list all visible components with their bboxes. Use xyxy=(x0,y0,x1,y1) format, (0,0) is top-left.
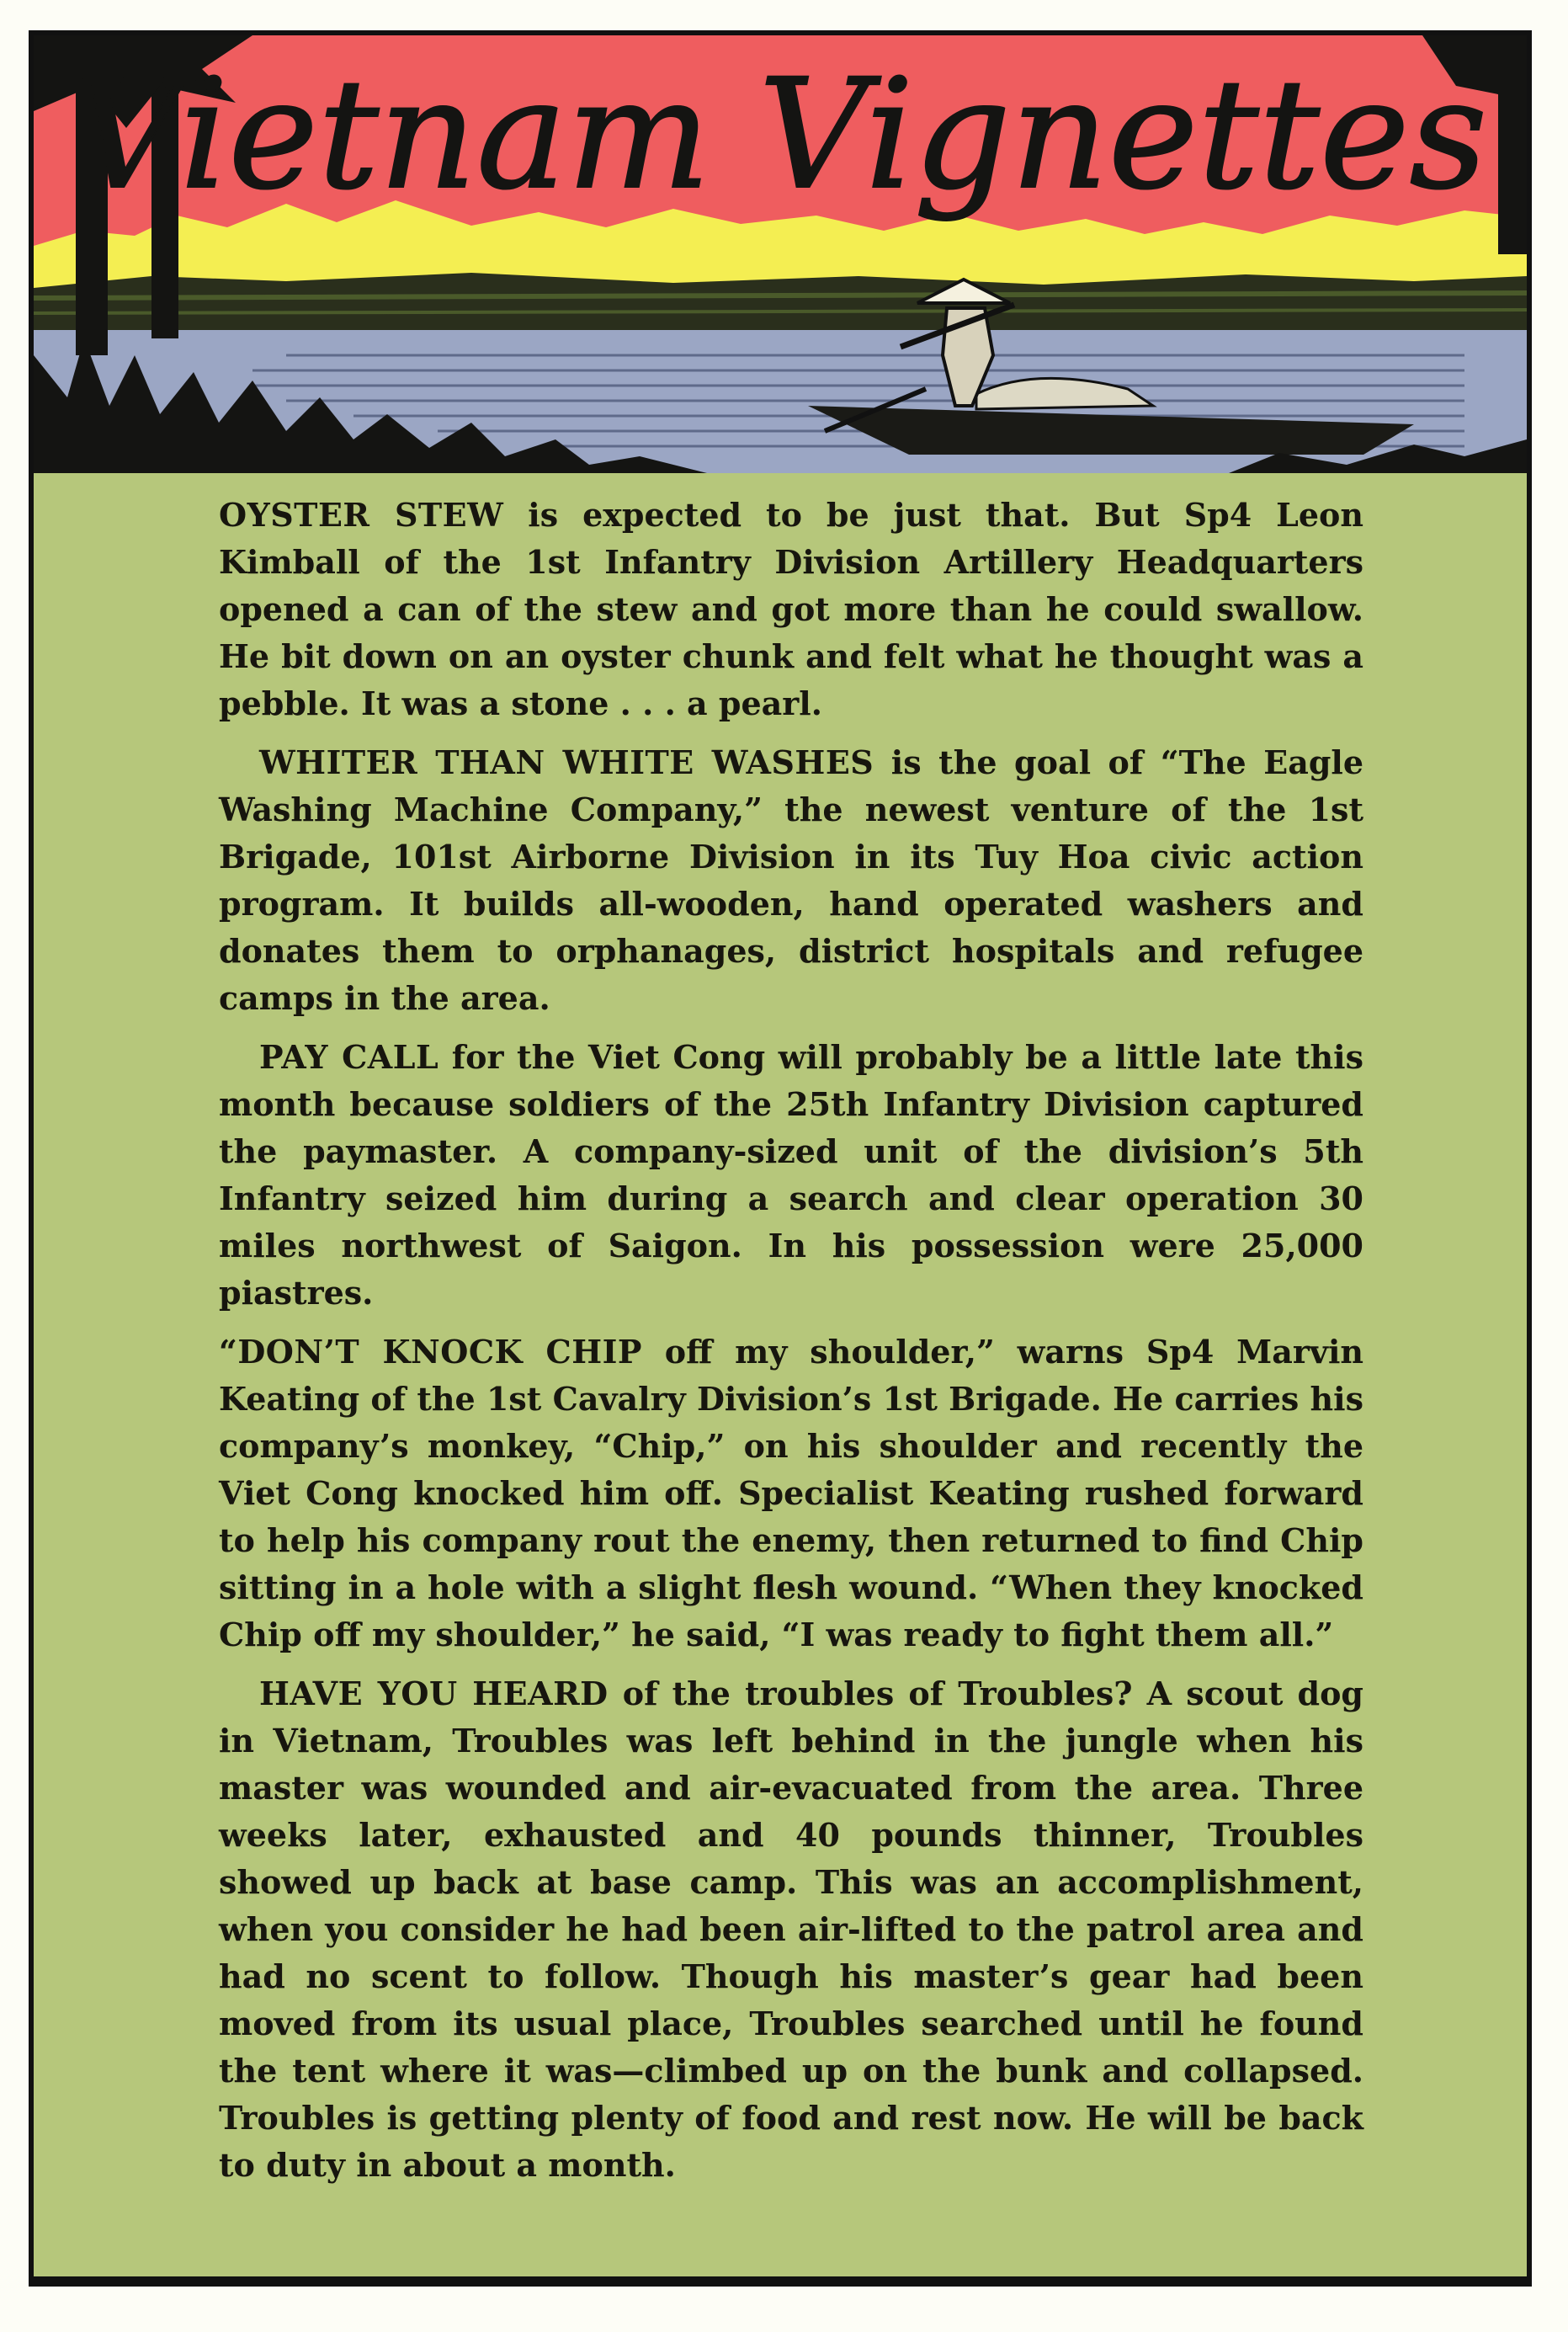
article-text: is expected to be just that. But Sp4 Leon Kimball of the 1st Infantry Division Artillery Headquarters opened a can of the stew and got more than he could swallow. He bit down on an oyster chunk and felt what he thought was a pebble. It was a stone . . . a pearl. xyxy=(219,496,1363,722)
article-lead: HAVE YOU HEARD xyxy=(259,1674,609,1712)
article-text: for the Viet Cong will probably be a little late this month because soldiers of the 25th Infantry Division captured the paymaster. A company-sized unit of the division’s 5th Infantry seized him during a search and clear operation 30 miles northwest of Saigon. In his possession were 25,000 piastres. xyxy=(219,1038,1363,1312)
article-pay-call xyxy=(219,1034,1363,1317)
article-body xyxy=(219,492,1363,2201)
page-title: Vietnam Vignettes xyxy=(72,47,1488,223)
article-oyster-stew xyxy=(219,492,1363,727)
article-panel xyxy=(29,30,1532,2287)
article-lead: PAY CALL xyxy=(259,1038,439,1076)
article-text: of the troubles of Troubles? A scout dog in Vietnam, Troubles was left behind in the jungle when his master was wounded and air-evacuated from the area. Three weeks later, exhausted and 40 pounds thinner, Troubles showed up back at base camp. This was an accomplishment, when you consider he had been air-lifted to the patrol area and had no scent to follow. Though his master’s gear had been moved from its usual place, Troubles searched until he found the tent where it was—climbed up on the bunk and collapsed. Troubles is getting plenty of food and rest now. He will be back to duty in about a month. xyxy=(219,1674,1363,2184)
article-whiter-than-white xyxy=(219,739,1363,1022)
article-text: off my shoulder,” warns Sp4 Marvin Keating of the 1st Cavalry Division’s 1st Brigade. He carries his company’s monkey, “Chip,” on his shoulder and recently the Viet Cong knocked him off. Specialist Keating rushed forward to help his company rout the enemy, then returned to find Chip sitting in a hole with a slight flesh wound. “When they knocked Chip off my shoulder,” he said, “I was ready to fight them all.” xyxy=(219,1333,1364,1653)
bottom-rule xyxy=(34,2276,1527,2281)
article-lead: “DON’T KNOCK CHIP xyxy=(219,1333,642,1371)
article-lead: WHITER THAN WHITE WASHES xyxy=(259,743,874,781)
article-dont-knock-chip xyxy=(219,1328,1363,1658)
banner-illustration xyxy=(34,35,1527,473)
article-text: is the goal of “The Eagle Washing Machine Company,” the newest venture of the 1st Brigade, 101st Airborne Division in its Tuy Hoa civic action program. It builds all-wooden, hand operated washers and donates them to orphanages, district hospitals and refugee camps in the area. xyxy=(219,743,1363,1017)
article-have-you-heard xyxy=(219,1670,1363,2189)
title-lettering xyxy=(34,35,1527,305)
article-lead: OYSTER STEW xyxy=(219,496,504,534)
